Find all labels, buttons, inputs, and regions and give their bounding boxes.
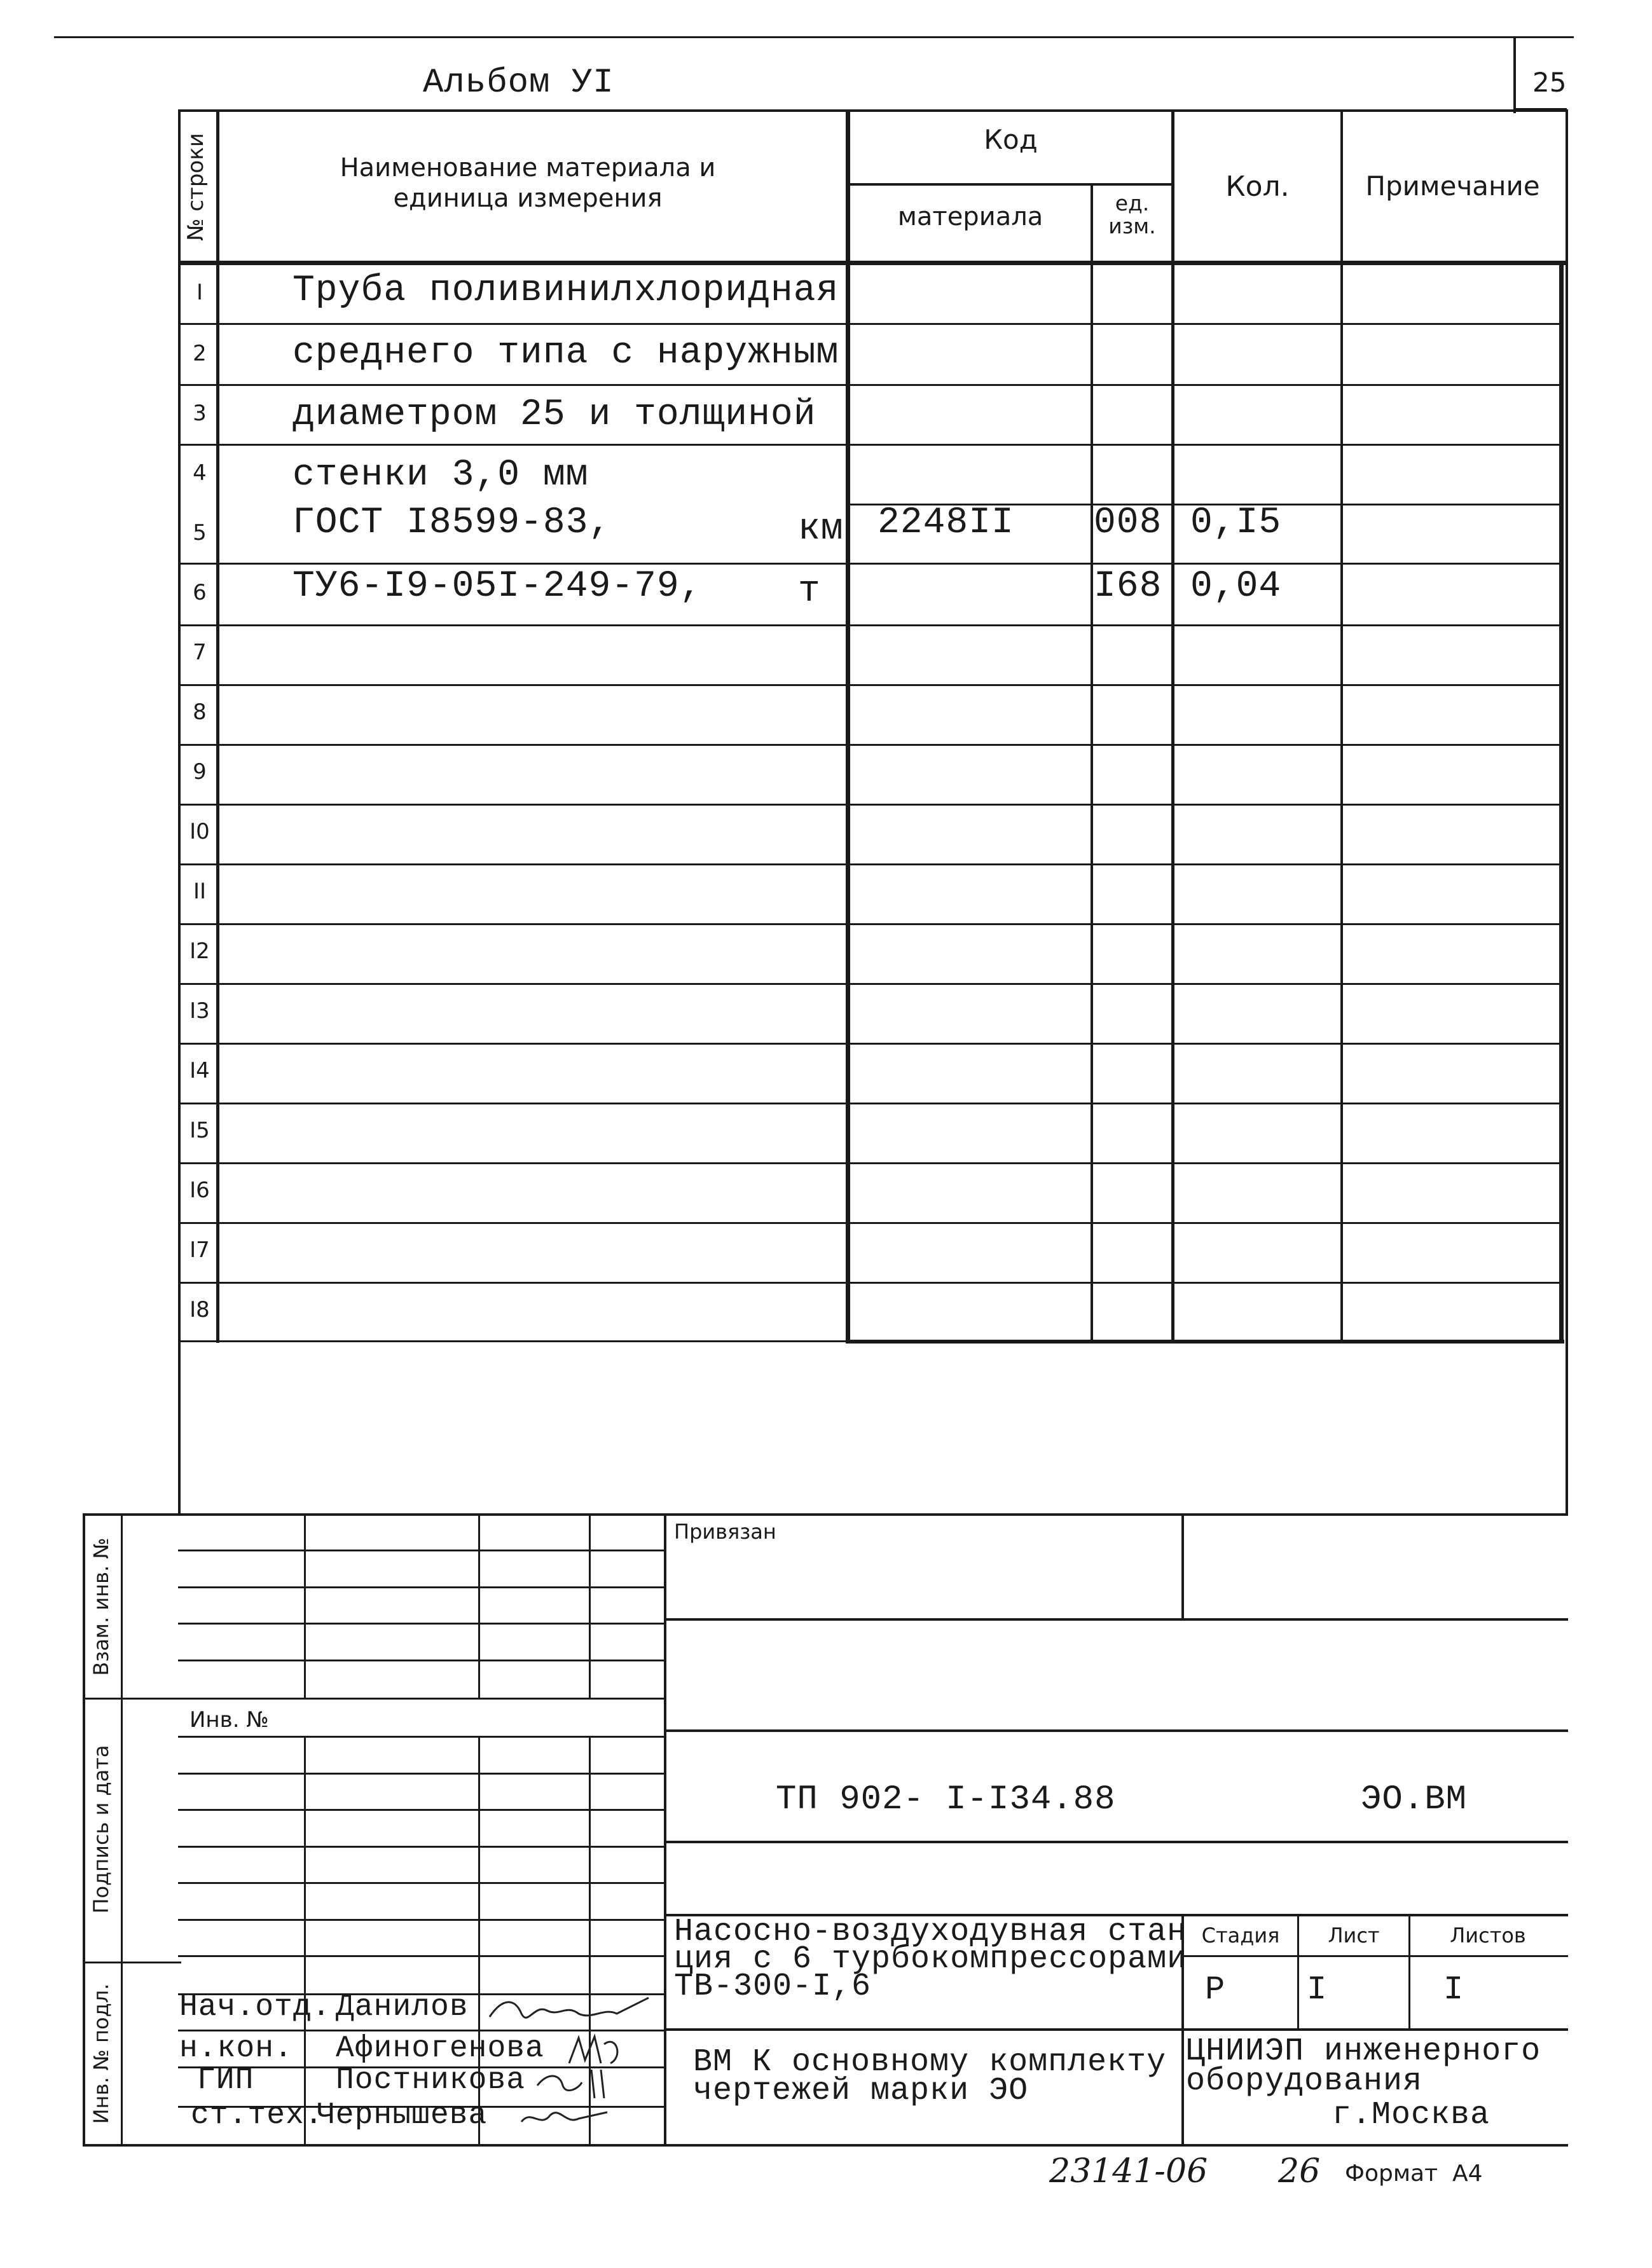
- person-name: Афиногенова: [336, 2031, 544, 2066]
- person-role: н.кон.: [179, 2031, 293, 2066]
- row-number: I3: [189, 998, 210, 1024]
- person-role: ст.тех.: [191, 2098, 324, 2133]
- archive-number: 23141-06: [1049, 2152, 1208, 2190]
- row-material-name: ТУ6-I9-05I-249-79,: [293, 566, 703, 607]
- row-quantity: 0,I5: [1190, 502, 1282, 544]
- row-number: I8: [189, 1297, 210, 1323]
- page-number: 25: [1532, 67, 1567, 98]
- row-number: I: [196, 280, 203, 305]
- row-number: 5: [193, 520, 207, 546]
- organization-line1: ЦНИИЭП инженерного: [1186, 2033, 1541, 2070]
- row-material-name: среднего типа с наружным: [293, 333, 839, 374]
- row-number: 7: [193, 640, 207, 665]
- project-title-line3: ТВ-300-I,6: [674, 1969, 872, 2005]
- row-material-name: ГОСТ I8599-83,: [293, 502, 612, 544]
- row-unit: т: [798, 571, 821, 612]
- document-code: ТП 902- I-I34.88: [776, 1780, 1116, 1819]
- row-material-name: стенки 3,0 мм: [293, 455, 589, 496]
- row-number: I6: [189, 1178, 210, 1203]
- document-mark: ЭО.ВМ: [1361, 1780, 1468, 1819]
- row-number: 2: [193, 341, 207, 366]
- signature-danilov: [483, 1991, 655, 2030]
- row-number: I5: [189, 1118, 210, 1143]
- row-unit-code: 008: [1094, 502, 1162, 544]
- row-number: 9: [193, 759, 207, 785]
- stage-label: Стадия: [1201, 1923, 1280, 1948]
- sheet-label: Лист: [1328, 1923, 1380, 1948]
- row-number: II: [193, 879, 207, 904]
- row-number: 3: [193, 401, 207, 426]
- person-role: Нач.отд.: [179, 1990, 331, 2024]
- sheets-value: I: [1443, 1971, 1464, 2009]
- side-label-signature-date: Подпись и дата: [89, 1745, 113, 1914]
- side-label-inv-podl: Инв. № подл.: [89, 1983, 113, 2124]
- row-material-name: диаметром 25 и толщиной: [293, 394, 816, 436]
- signature-chernysheva: [518, 2100, 614, 2134]
- row-number: 4: [193, 460, 207, 486]
- row-material-name: Труба поливинилхлоридная: [293, 270, 839, 312]
- sheet-value: I: [1307, 1971, 1328, 2009]
- row-material-code: 2248II: [878, 502, 1014, 544]
- row-number: 8: [193, 699, 207, 725]
- row-number: I0: [189, 819, 210, 844]
- signature-postnikova: [534, 2066, 623, 2101]
- attached-label: Привязан: [674, 1520, 776, 1544]
- header-code-material: материала: [897, 202, 1043, 231]
- header-row-number: № строки: [183, 133, 209, 241]
- row-unit-code: I68: [1094, 566, 1162, 607]
- row-number: I2: [189, 938, 210, 964]
- header-code-unit: ед. изм.: [1108, 191, 1156, 238]
- header-code: Код: [984, 124, 1038, 155]
- person-name: Постникова: [336, 2063, 526, 2098]
- row-number: 6: [193, 580, 207, 605]
- row-number: I4: [189, 1058, 210, 1083]
- project-title-line2: ция с 6 турбокомпрессорами: [674, 1941, 1187, 1977]
- organization-line2: оборудования: [1186, 2063, 1423, 2100]
- person-name: Чернышева: [317, 2098, 488, 2133]
- header-quantity: Кол.: [1225, 170, 1290, 203]
- paper-format: Формат А4: [1345, 2161, 1483, 2187]
- row-unit: км: [798, 509, 844, 550]
- copy-number: 26: [1278, 2152, 1321, 2190]
- signature-afinogenova: [566, 2031, 630, 2070]
- sheets-label: Листов: [1450, 1923, 1526, 1948]
- header-note: Примечание: [1365, 170, 1540, 202]
- project-title-line1: Насосно-воздуходувная стан: [674, 1914, 1187, 1950]
- person-role: ГИП: [197, 2063, 254, 2098]
- inv-number-label: Инв. №: [189, 1707, 269, 1733]
- album-title: Альбом УI: [423, 64, 614, 102]
- header-material-name: Наименование материала и единица измерения: [340, 153, 716, 213]
- organization-city: г.Москва: [1332, 2097, 1490, 2133]
- document-name-line1: ВМ К основному комплекту: [693, 2044, 1167, 2080]
- person-name: Данилов: [336, 1990, 469, 2024]
- stage-value: Р: [1205, 1971, 1226, 2009]
- row-number: I7: [189, 1237, 210, 1263]
- row-quantity: 0,04: [1190, 566, 1282, 607]
- document-name-line2: чертежей марки ЭО: [693, 2073, 1029, 2109]
- side-label-vzam: Взам. инв. №: [89, 1537, 113, 1676]
